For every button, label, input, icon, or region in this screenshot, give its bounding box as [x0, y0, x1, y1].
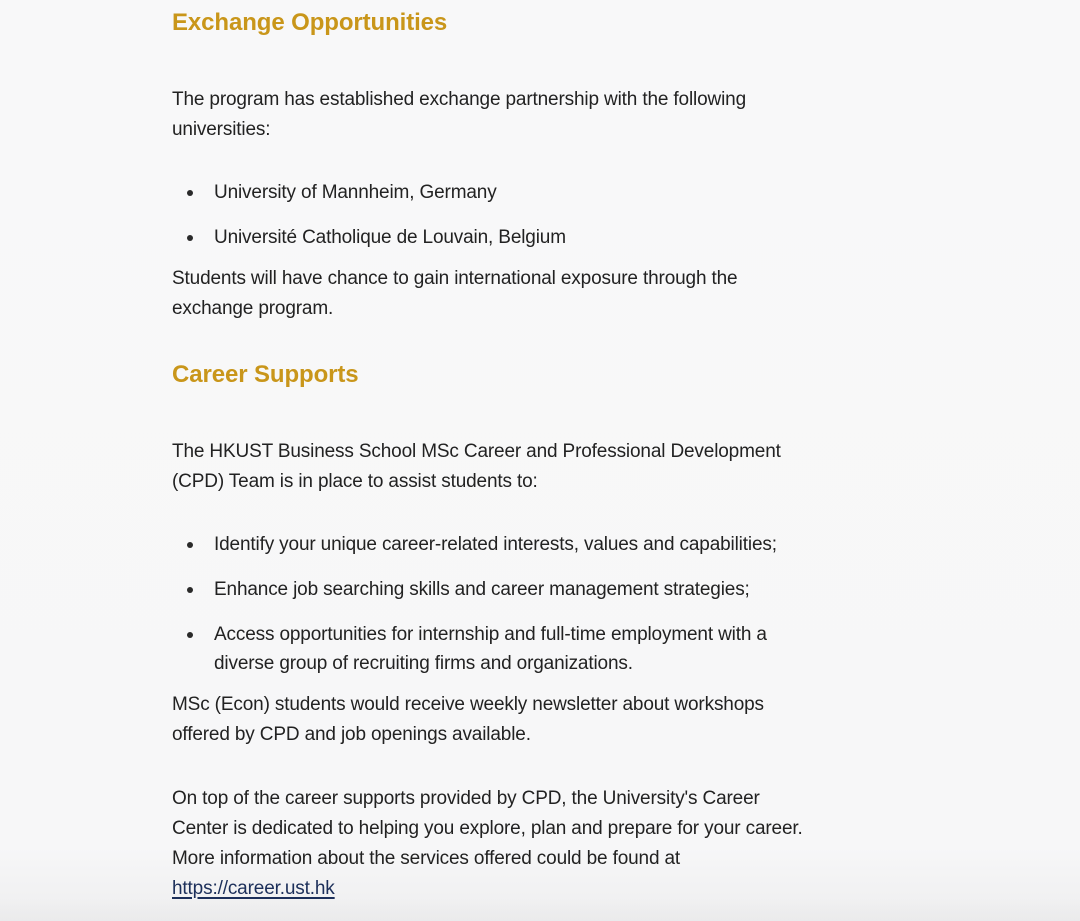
exchange-closing: Students will have chance to gain international exposure through the exchange program. — [172, 268, 738, 319]
bullet-icon — [187, 235, 193, 241]
partner-list — [172, 178, 812, 252]
exchange-intro: The program has established exchange partnership with the following universities: — [172, 89, 747, 140]
spacer — [172, 207, 812, 223]
spacer — [172, 390, 812, 437]
main-content — [172, 8, 812, 904]
list-item — [172, 530, 812, 559]
bottom-shade — [0, 899, 1080, 921]
spacer — [172, 324, 812, 360]
support-text: Enhance job searching skills and career management strategies; — [214, 579, 750, 600]
career-center-link[interactable]: https://career.ust.hk — [172, 878, 335, 899]
bullet-icon — [187, 542, 193, 548]
spacer — [172, 252, 812, 264]
bullet-icon — [187, 190, 193, 196]
exchange-heading: Exchange Opportunities — [172, 9, 448, 36]
spacer — [172, 38, 812, 85]
spacer — [172, 678, 812, 690]
list-item — [172, 178, 812, 207]
career-support-list — [172, 530, 812, 678]
spacer — [172, 559, 812, 575]
newsletter-text: MSc (Econ) students would receive weekly newsletter about workshops offered by CPD and job openings available. — [172, 694, 764, 745]
support-text: Access opportunities for internship and full-time employment with a diverse group of recruiting firms and organizations. — [214, 624, 767, 674]
career-center-description: On top of the career supports provided by CPD, the University's Career Center is dedicated to helping you explore, plan and prepare for your career. More information about the services offered could be found at — [172, 788, 803, 869]
career-heading: Career Supports — [172, 361, 359, 388]
bullet-icon — [187, 587, 193, 593]
partner-name: Université Catholique de Louvain, Belgium — [214, 227, 566, 248]
bullet-icon — [187, 632, 193, 638]
career-section — [172, 360, 812, 904]
list-item — [172, 575, 812, 604]
spacer — [172, 145, 812, 178]
career-center-text — [172, 784, 812, 904]
spacer — [172, 750, 812, 784]
spacer — [172, 497, 812, 530]
partner-name: University of Mannheim, Germany — [214, 182, 497, 203]
support-text: Identify your unique career-related interests, values and capabilities; — [214, 534, 777, 555]
exchange-section — [172, 8, 812, 324]
list-item — [172, 223, 812, 252]
spacer — [172, 604, 812, 620]
list-item — [172, 620, 812, 678]
career-intro: The HKUST Business School MSc Career and Professional Development (CPD) Team is in place to assist students to: — [172, 441, 781, 492]
